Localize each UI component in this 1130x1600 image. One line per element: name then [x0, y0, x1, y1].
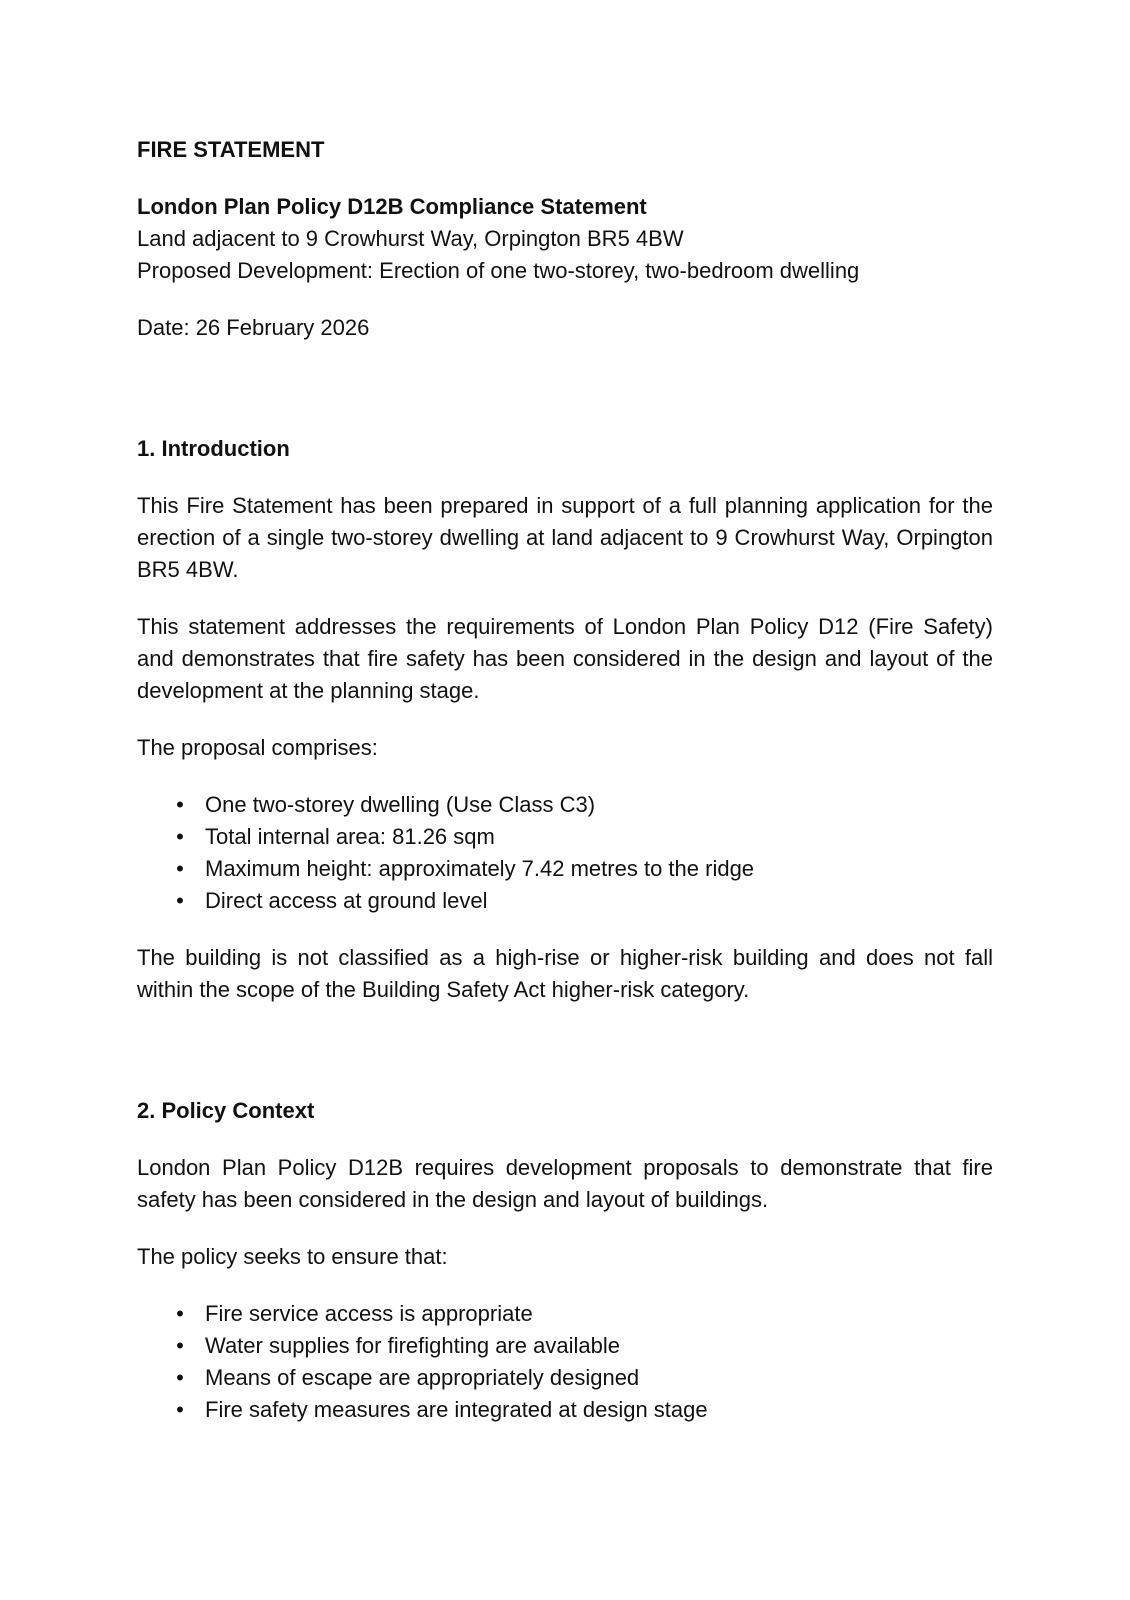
list-item-text: One two-storey dwelling (Use Class C3) [205, 792, 596, 817]
policy-paragraph-1: London Plan Policy D12B requires development proposals to demonstrate that fire safety has been considered in the design and layout of buildings. [137, 1155, 993, 1212]
document-title: FIRE STATEMENT [137, 137, 325, 162]
bullet-icon: • [176, 1397, 184, 1422]
list-item-text: Fire service access is appropriate [205, 1301, 533, 1326]
list-item [137, 885, 993, 917]
list-item-text: Water supplies for firefighting are available [205, 1333, 620, 1358]
list-item [137, 1362, 993, 1394]
proposal-bullet-list [137, 789, 993, 917]
bullet-icon: • [176, 888, 184, 913]
list-item [137, 789, 993, 821]
list-item-text: Direct access at ground level [205, 888, 488, 913]
list-item [137, 821, 993, 853]
intro-paragraph-4: The building is not classified as a high-rise or higher-risk building and does not fall within the scope of the Building Safety Act higher-risk category. [137, 945, 993, 1002]
intro-paragraph-2: This statement addresses the requirements of London Plan Policy D12 (Fire Safety) and demonstrates that fire safety has been considered in the design and layout of the development at the planning stage. [137, 614, 993, 703]
list-item-text: Maximum height: approximately 7.42 metres to the ridge [205, 856, 755, 881]
bullet-icon: • [176, 824, 184, 849]
list-item-text: Total internal area: 81.26 sqm [205, 824, 495, 849]
list-item-text: Fire safety measures are integrated at design stage [205, 1397, 708, 1422]
section-heading-policy-context: 2. Policy Context [137, 1098, 315, 1123]
bullet-icon: • [176, 1333, 184, 1358]
bullet-icon: • [176, 1365, 184, 1390]
bullet-icon: • [176, 856, 184, 881]
list-item-text: Means of escape are appropriately designed [205, 1365, 640, 1390]
intro-paragraph-3: The proposal comprises: [137, 735, 378, 760]
document-date: Date: 26 February 2026 [137, 315, 370, 340]
proposed-development: Proposed Development: Erection of one two-storey, two-bedroom dwelling [137, 258, 860, 283]
policy-paragraph-2: The policy seeks to ensure that: [137, 1244, 448, 1269]
site-address: Land adjacent to 9 Crowhurst Way, Orpington BR5 4BW [137, 226, 684, 251]
bullet-icon: • [176, 792, 184, 817]
document-subtitle: London Plan Policy D12B Compliance Statement [137, 194, 647, 219]
list-item [137, 853, 993, 885]
intro-paragraph-1: This Fire Statement has been prepared in support of a full planning application for the erection of a single two-storey dwelling at land adjacent to 9 Crowhurst Way, Orpington BR5 4BW. [137, 493, 993, 582]
section-heading-introduction: 1. Introduction [137, 436, 290, 461]
policy-bullet-list [137, 1298, 993, 1426]
document-body [137, 134, 993, 1451]
bullet-icon: • [176, 1301, 184, 1326]
list-item [137, 1394, 993, 1426]
list-item [137, 1298, 993, 1330]
list-item [137, 1330, 993, 1362]
